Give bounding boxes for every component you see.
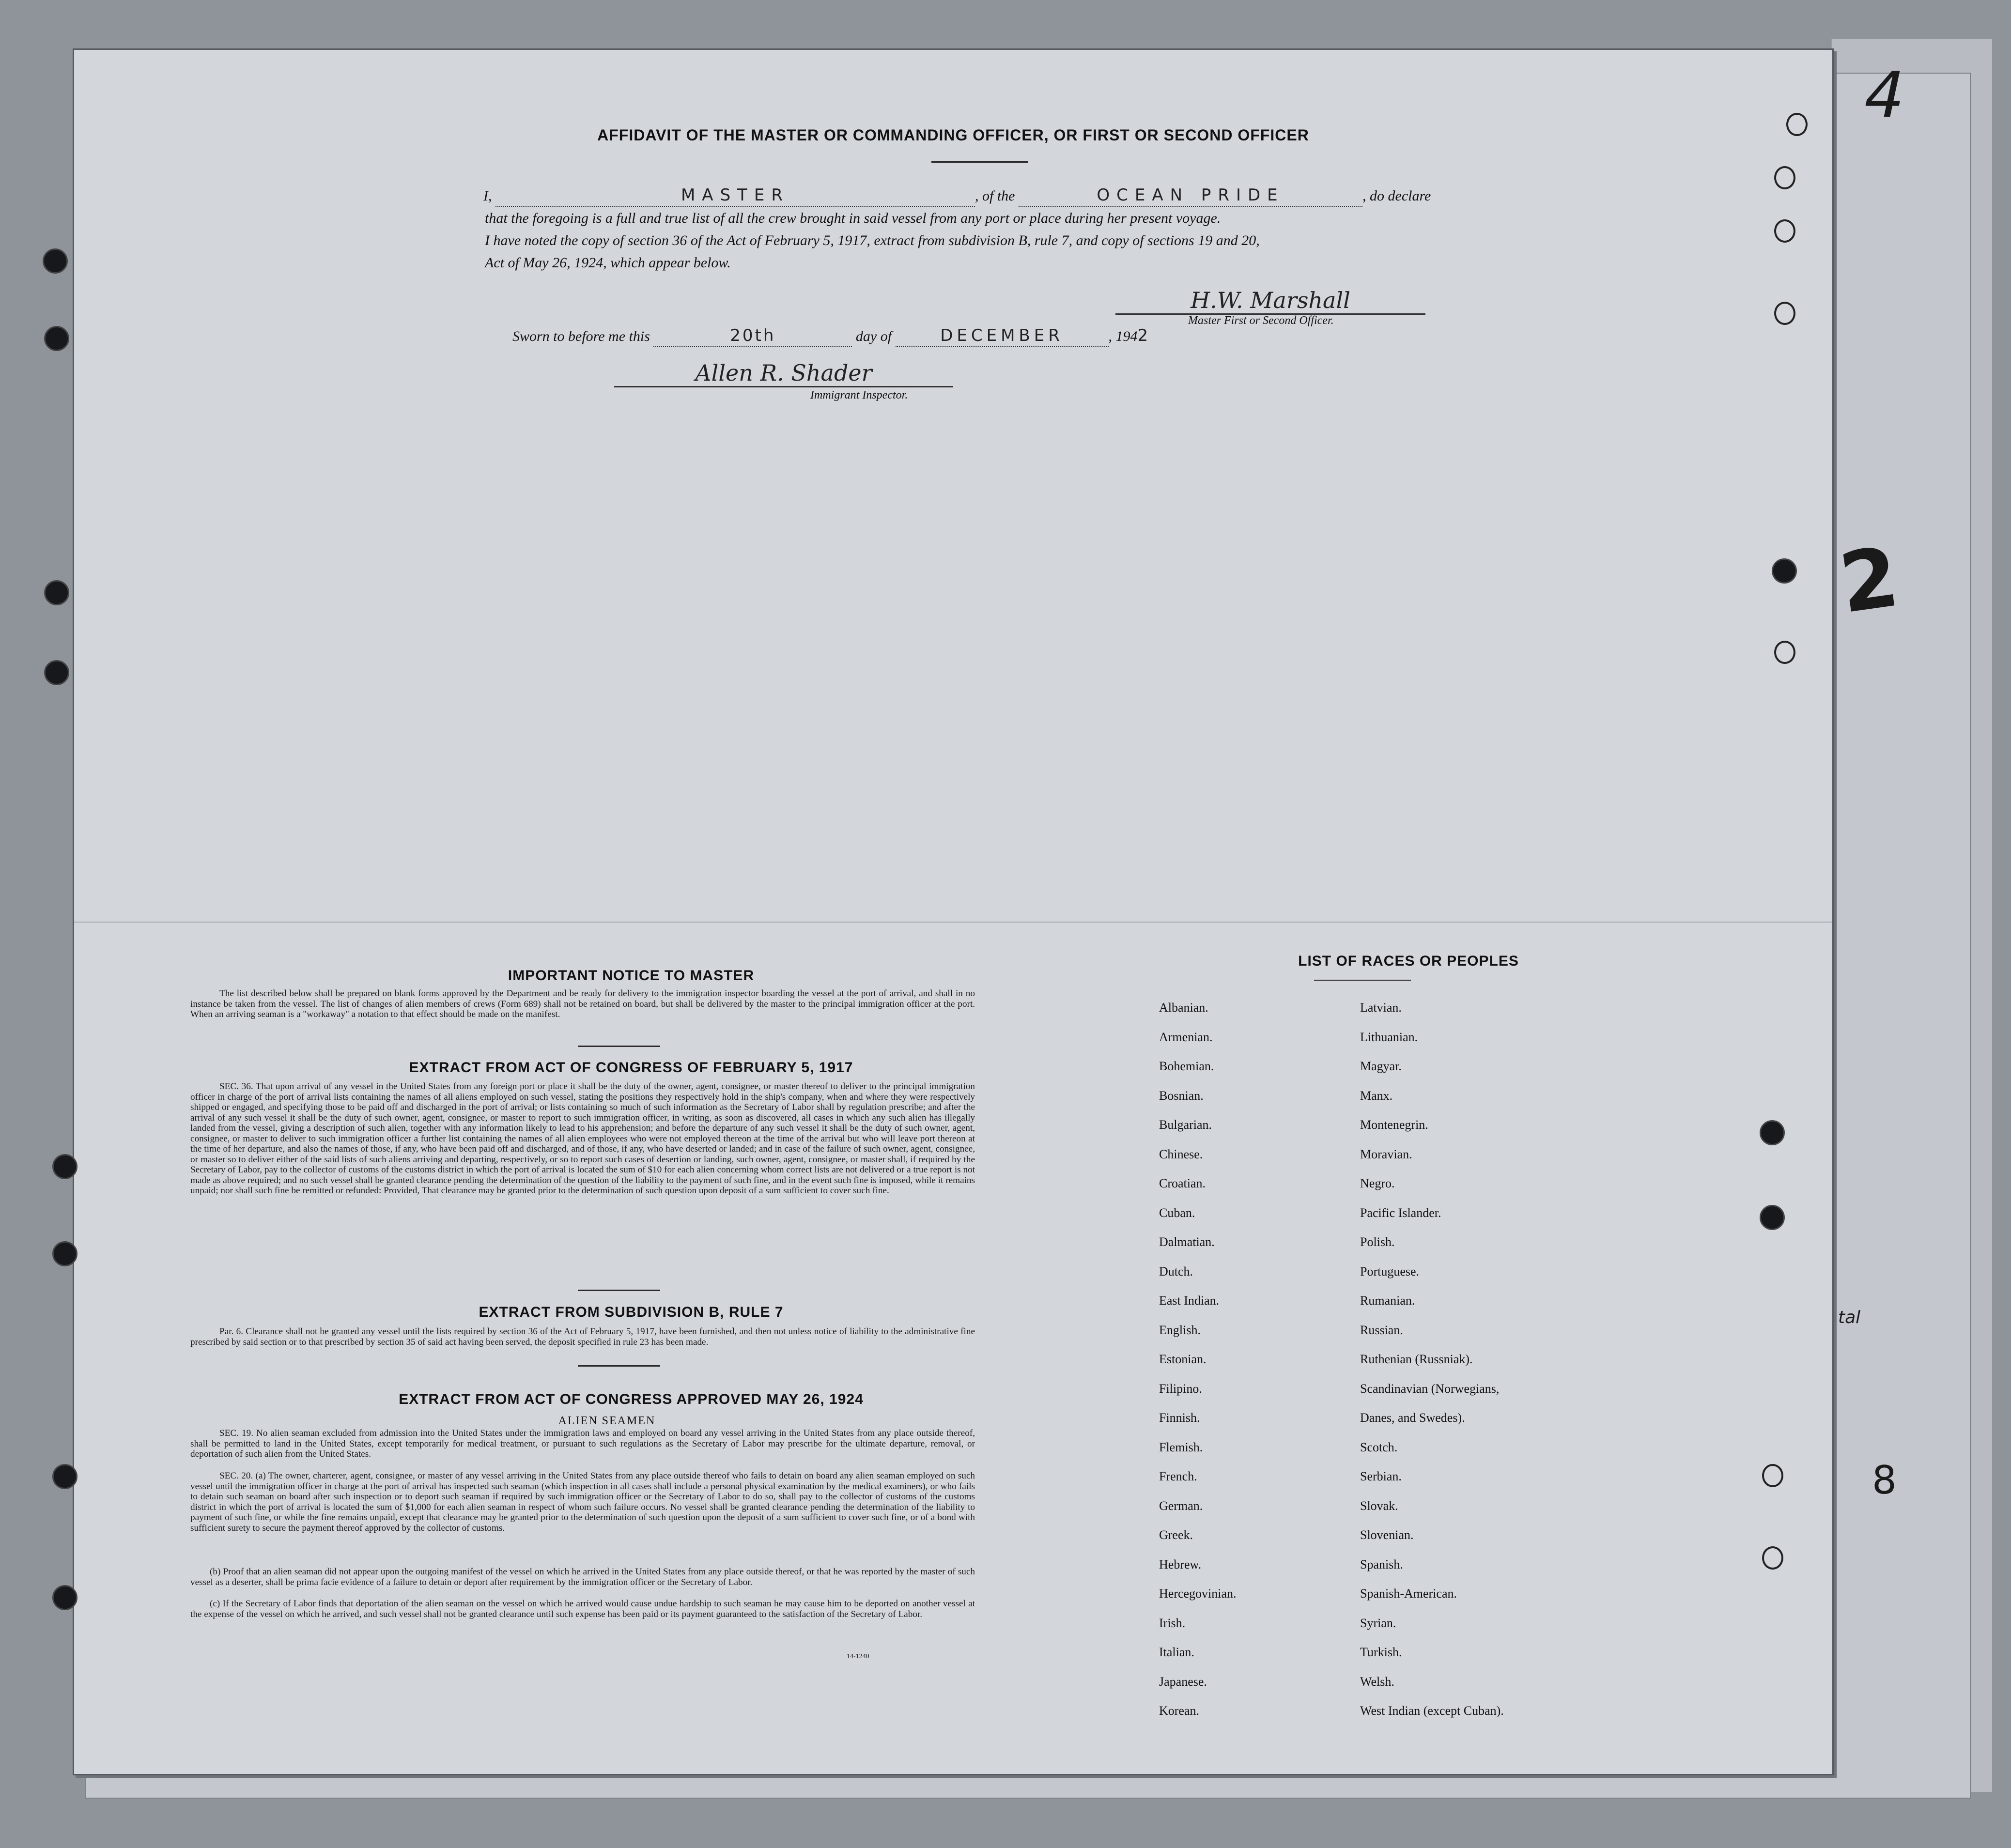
extract-1924-title: EXTRACT FROM ACT OF CONGRESS APPROVED MAY 26, 1924 [399, 1391, 864, 1407]
notice-title: IMPORTANT NOTICE TO MASTER [508, 968, 755, 984]
punch-hole-open [1774, 302, 1795, 325]
race-item: Syrian. [1360, 1616, 1396, 1630]
line1-suffix: , do declare [1362, 188, 1431, 204]
race-item: Pacific Islander. [1360, 1205, 1441, 1220]
margin-mark-top-right: 4 [1856, 58, 1913, 132]
form-sheet [73, 48, 1834, 1775]
race-item: Bosnian. [1159, 1088, 1204, 1103]
race-item: Ruthenian (Russniak). [1360, 1352, 1473, 1366]
notice-divider [578, 1046, 660, 1047]
race-item: Polish. [1360, 1235, 1395, 1249]
affidavit-line3: I have noted the copy of section 36 of the Act of February 5, 1917, extract from subdivision B, rule 7, and copy of sections 19 and 20, [485, 232, 1260, 248]
race-item: Bohemian. [1159, 1059, 1214, 1073]
race-item: French. [1159, 1469, 1197, 1483]
race-item: East Indian. [1159, 1294, 1220, 1308]
race-item: Dutch. [1159, 1264, 1193, 1278]
punch-hole [1772, 558, 1797, 584]
alien-seamen-subtitle: ALIEN SEAMEN [558, 1415, 656, 1427]
race-item: Latvian. [1360, 1001, 1402, 1015]
sec19-text: SEC. 19. No alien seaman excluded from admission into the United States under the immigration laws and employed on board any vessel arriving in the United States from any place outside thereof, shall be permitted to land in the United States, except temporarily for medical treatment, or pursuant to such regulations as the Secretary of Labor may prescribe for the ultimate departure, removal, or deportation of such alien from the United States. [190, 1428, 975, 1459]
race-item: Serbian. [1360, 1469, 1402, 1483]
notice-text: The list described below shall be prepared on blank forms approved by the Department and be ready for delivery to the immigration inspector boarding the vessel at the port of arrival, and shall in no instance be taken from the vessel. The list of changes of alien members of crews (Form 689) shall not be retained on board, but shall be delivered by the master to the principal immigration officer at the port. When an arriving seaman is a "workaway" a notation to that effect should be made on the manifest. [190, 988, 975, 1019]
race-item: Croatian. [1159, 1176, 1206, 1190]
sworn-mid: day of [855, 328, 892, 344]
sworn-prefix: Sworn to before me this [512, 328, 650, 344]
punch-hole-open [1762, 1464, 1783, 1487]
sworn-month-field [896, 326, 1109, 347]
extract-1917-divider [578, 1290, 660, 1291]
form-number: 14-1240 [847, 1653, 869, 1660]
affidavit-line1 [483, 185, 1431, 207]
sworn-year-prefix: , 194 [1108, 328, 1138, 344]
race-item: Slovenian. [1360, 1528, 1414, 1542]
subdivision-b-text: Par. 6. Clearance shall not be granted any vessel until the lists required by section 36 of the Act of February 5, 1917, have been furnished, and then not unless notice of liability to the administrative fine prescribed by said section or to that prescribed by section 35 of said act having been served, the deposit specified in rule 23 has been made. [190, 1326, 975, 1347]
punch-hole [44, 660, 69, 685]
race-item: Moravian. [1360, 1147, 1412, 1161]
race-item: Turkish. [1360, 1645, 1402, 1659]
race-item: Armenian. [1159, 1030, 1213, 1044]
race-item: Italian. [1159, 1645, 1194, 1659]
punch-hole [44, 326, 69, 351]
race-item: English. [1159, 1323, 1201, 1337]
margin-digit-lower-right: 8 [1872, 1458, 1897, 1503]
line1-prefix: I, [483, 188, 492, 204]
sworn-day-field [653, 326, 852, 347]
race-item: Bulgarian. [1159, 1118, 1212, 1132]
race-item: Irish. [1159, 1616, 1186, 1630]
race-item: Rumanian. [1360, 1294, 1415, 1308]
affidavit-line4: Act of May 26, 1924, which appear below. [485, 255, 731, 271]
margin-word-lower-right: tal [1838, 1308, 1861, 1327]
race-item: Slovak. [1360, 1498, 1398, 1513]
vessel-name: OCEAN PRIDE [1097, 185, 1284, 205]
punch-hole [52, 1464, 77, 1489]
race-item: West Indian (except Cuban). [1360, 1704, 1504, 1718]
punch-hole-open [1774, 166, 1795, 189]
sworn-year-digit: 2 [1137, 326, 1148, 345]
subdivision-b-title: EXTRACT FROM SUBDIVISION B, RULE 7 [479, 1304, 784, 1320]
punch-hole-open [1774, 219, 1795, 243]
race-item: Japanese. [1159, 1674, 1207, 1689]
race-item: Spanish-American. [1360, 1586, 1457, 1601]
punch-hole [1760, 1205, 1785, 1230]
race-item: Estonian. [1159, 1352, 1207, 1366]
race-item: Magyar. [1360, 1059, 1402, 1073]
inspector-caption: Immigrant Inspector. [810, 389, 908, 401]
race-item: Korean. [1159, 1704, 1200, 1718]
sworn-day: 20th [730, 326, 776, 345]
master-caption: Master First or Second Officer. [1188, 314, 1334, 327]
punch-hole [52, 1241, 77, 1266]
race-item: Dalmatian. [1159, 1235, 1215, 1249]
punch-hole-open [1786, 113, 1808, 136]
punch-hole [43, 248, 68, 274]
race-item: Filipino. [1159, 1381, 1202, 1396]
subdivision-b-divider [578, 1365, 660, 1367]
race-item: Hebrew. [1159, 1557, 1202, 1571]
affidavit-title: AFFIDAVIT OF THE MASTER OR COMMANDING OFFICER, OR FIRST OR SECOND OFFICER [597, 126, 1309, 144]
inspector-signature: Allen R. Shader [614, 360, 953, 387]
extract-1917-title: EXTRACT FROM ACT OF CONGRESS OF FEBRUARY 5, 1917 [409, 1060, 853, 1076]
extract-1917-text: SEC. 36. That upon arrival of any vessel in the United States from any foreign port or place it shall be the duty of the owner, agent, consignee, or master thereof to deliver to the principal immigration officer in charge of the port of arrival lists containing the names of all aliens employed on such vessel, stating the positions they respectively hold in the ship's company, when and where they were respectively shipped or engaged, and specifying those to be paid off and discharged in the port of arrival; or lists containing so much of such information as the Secretary of Labor shall by regulation prescribe; and after the arrival of any such vessel it shall be the duty of such owner, agent, consignee, or master to report to such immigration officer, in writing, as soon as discovered, all cases in which any such alien has illegally landed from the vessel, giving a description of such alien, together with any information likely to lead to his apprehension; and before the departure of any such vessel it shall be the duty of such owner, agent, consignee, or master to deliver to such immigration officer a further list containing the names of all alien employees who were not employed thereon at the time of the arrival but who will leave port thereon at the time of her departure, and also the names of those, if any, who have been paid off and discharged, and of those, if any, who have deserted or landed; and in case of the failure of such owner, agent, consignee, or master so to deliver either of the said lists of such aliens arriving and departing, respectively, or so to report such cases of desertion or landing, such owner, agent, consignee, or master shall, if required by the Secretary of Labor, pay to the collector of customs of the customs district in which the port of arrival is located the sum of $10 for each alien concerning whom correct lists are not delivered or a true report is not made as above required; and no such vessel shall be granted clearance pending the determination of the question of the liability to the payment of such fine, and in the event such fine is imposed, while it remains unpaid; nor shall such fine be remitted or refunded: Provided, That clearance may be granted prior to the determination of such question upon deposit of a sum sufficient to cover such fine. [190, 1081, 975, 1196]
race-item: Danes, and Swedes). [1360, 1411, 1465, 1425]
races-right-column [1360, 993, 1504, 1726]
sworn-line [512, 326, 1148, 347]
race-item: Montenegrin. [1360, 1118, 1428, 1132]
race-item: Portuguese. [1360, 1264, 1420, 1278]
race-item: Cuban. [1159, 1205, 1195, 1220]
race-item: Welsh. [1360, 1674, 1394, 1689]
vessel-name-field [1019, 185, 1362, 207]
title-divider [931, 161, 1028, 163]
officer-rank: MASTER [681, 185, 790, 205]
margin-mark-middle-right: 2 [1834, 529, 1904, 632]
race-item: Manx. [1360, 1088, 1393, 1103]
race-item: Flemish. [1159, 1440, 1203, 1454]
race-item: Finnish. [1159, 1411, 1200, 1425]
races-left-column [1159, 993, 1237, 1726]
affidavit-line2: that the foregoing is a full and true list of all the crew brought in said vessel from any port or place during her present voyage. [485, 210, 1221, 226]
race-item: Greek. [1159, 1528, 1193, 1542]
officer-rank-field [495, 185, 975, 207]
race-item: German. [1159, 1498, 1203, 1513]
race-item: Albanian. [1159, 1001, 1208, 1015]
punch-hole [44, 580, 69, 605]
races-divider [1314, 980, 1411, 981]
races-title: LIST OF RACES OR PEOPLES [1298, 953, 1519, 969]
punch-hole-open [1762, 1546, 1783, 1570]
punch-hole [1760, 1120, 1785, 1145]
race-item: Chinese. [1159, 1147, 1203, 1161]
race-item: Spanish. [1360, 1557, 1403, 1571]
punch-hole [52, 1585, 77, 1610]
race-item: Scandinavian (Norwegians, [1360, 1381, 1500, 1396]
race-item: Russian. [1360, 1323, 1403, 1337]
sec20b-text: (b) Proof that an alien seaman did not appear upon the outgoing manifest of the vessel on which he arrived in the United States from any place outside thereof, or that he was reported by the master of such vessel as a deserter, shall be prima facie evidence of a failure to detain or deport after requirement by the immigration officer or the Secretary of Labor. [190, 1567, 975, 1587]
race-item: Hercegovinian. [1159, 1586, 1237, 1601]
race-item: Scotch. [1360, 1440, 1398, 1454]
punch-hole [52, 1154, 77, 1179]
fold-line [74, 922, 1832, 923]
master-signature: H.W. Marshall [1115, 287, 1425, 315]
sec20a-text: SEC. 20. (a) The owner, charterer, agent, consignee, or master of any vessel arriving in the United States from any place outside thereof who fails to detain on board any alien seaman employed on such vessel until the immigration officer in charge at the port of arrival has inspected such seaman (which inspection in all cases shall include a personal physical examination by the medical examiners), or who fails to detain such seaman on board after such inspection or to deport such seaman if required by such immigration officer or the Secretary of Labor to do so, shall pay to the collector of customs of the customs district in which the port of arrival is located the sum of $1,000 for each alien seaman in respect of whom such failure occurs. No vessel shall be granted clearance pending the determination of the liability to payment of such fine, or while the fine remains unpaid, except that clearance may be granted prior to the determination of such question upon the deposit of a sum sufficient to cover such fine, or of a bond with sufficient surety to secure the payment thereof approved by the collector of customs. [190, 1471, 975, 1533]
race-item: Lithuanian. [1360, 1030, 1418, 1044]
punch-hole-open [1774, 641, 1795, 664]
sec20c-text: (c) If the Secretary of Labor finds that deportation of the alien seaman on the vessel on which he arrived would cause undue hardship to such seaman he may cause him to be deported on another vessel at the expense of the vessel on which he arrived, and such vessel shall not be granted clearance until such expense has been paid or its payment guaranteed to the satisfaction of the Secretary of Labor. [190, 1599, 975, 1619]
line1-mid: , of the [975, 188, 1015, 204]
sworn-month: DECEMBER [940, 326, 1064, 345]
race-item: Negro. [1360, 1176, 1395, 1190]
